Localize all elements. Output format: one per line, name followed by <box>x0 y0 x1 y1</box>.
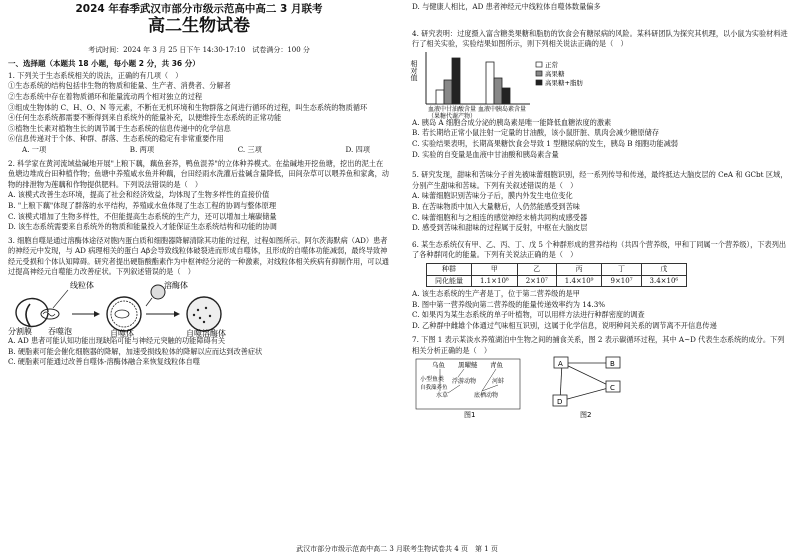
q5-stem: 5. 研究发现，甜味和苦味分子首先被味蕾细胞识别，经一系列传导和传递，最终抵达大脑皮层的 CeA 和 GCbt 区域，分别产生甜味和苦味。下列有关叙述错误的是（ ） <box>412 170 788 190</box>
q6-option-a: A. 该生态系统的生产者是丁，位于第二营养级的是甲 <box>412 289 580 299</box>
q1-option-b: B. 两项 <box>129 144 155 154</box>
bar-g2-fructose <box>494 78 502 104</box>
web-node-8: 底栖动物 <box>474 391 499 399</box>
q4-x-label-2: 血液中胰岛素含量 <box>478 105 527 113</box>
q4-option-d: D. 实验的自变量是血液中甘油酸和胰岛素含量 <box>412 149 559 159</box>
q6-th-4: 丁 <box>602 263 641 275</box>
q2-stem: 2. 科学家在黄河流域盐碱地开展"上粮下藕，藕鱼套养，鸭鱼混养"的立体种养模式。在盐碱地开挖鱼塘，挖出的泥土在鱼塘边堆成台田种植作物；鱼塘中养殖咸水鱼并种藕，台田经雨水洗灌后盐碱含量降低，田间杂草可以喂养鱼和家禽，动物的排泄物为莲藕和作物提供肥料。下列说法错误的是（ ） <box>8 158 389 189</box>
q6-value-row <box>427 275 687 287</box>
q6-option-d: D. 乙种群中雌雄个体通过气味相互识别，这属于化学信息，说明种间关系的调节离不开信息传递 <box>412 320 717 330</box>
q6-table <box>426 263 687 287</box>
fig2-node-b: B <box>610 359 615 368</box>
q1-options <box>8 145 390 156</box>
label-auto: 自噬体 <box>110 329 134 339</box>
q2-option-a: A. 该模式改善生态环境，提高了社会和经济效益，均体现了生物多样性的直接价值 <box>8 190 270 200</box>
fig2-label: 图2 <box>580 410 592 419</box>
label-membrane: 分割膜 <box>8 327 32 337</box>
q6-val-2: 2×10⁷ <box>517 275 556 287</box>
q1-item-4: ④任何生态系统都需要不断得到来自系统外的能量补充，以便维持生态系统的正常功能 <box>8 113 282 123</box>
bar-g1-fructose-fat <box>452 58 460 104</box>
left-column <box>8 0 390 368</box>
q4-x-label-1b: （果糖代谢产物） <box>428 112 477 120</box>
web-node-6: 河蚌 <box>492 377 505 385</box>
q7-figures <box>412 357 788 419</box>
q4-y-label: 相对值 <box>410 59 418 81</box>
web-node-5: 浮游动物 <box>452 377 477 385</box>
q1-option-d: D. 四项 <box>345 144 370 154</box>
web-node-1: 乌鱼 <box>432 360 445 369</box>
q3-option-b: B. 硬脂素可能会催化细胞器的降解，加速受损线粒体的降解以应而达到改善症状 <box>8 346 263 356</box>
q6-option-b: B. 图中第一营养级向第二营养级的能量传递效率约为 14.3% <box>412 299 606 309</box>
page-footer: 武汉市部分市级示范高中高二 3 月联考生物试卷共 4 页 第 1 页 <box>296 545 498 553</box>
q6-val-3: 1.4×10⁹ <box>556 275 602 287</box>
q4-x-label-1: 血液中甘油酸含量 <box>428 105 477 113</box>
fig1-label: 图1 <box>464 410 476 419</box>
fig2-node-d: D <box>557 397 563 406</box>
q1-item-6: ⑥信息传递对于个体、种群、群落、生态系统的稳定有非常重要作用 <box>8 134 224 144</box>
question-6 <box>412 240 788 332</box>
q2-option-d: D. 该生态系统需要来自系统外的物质和能量投入才能保证生态系统结构和功能的协调 <box>8 222 277 232</box>
web-node-2: 黑曜鲢 <box>458 360 478 369</box>
autophagy-diagram <box>8 278 268 339</box>
lysosome-shape <box>151 285 165 299</box>
autophagosome-shape <box>107 297 141 331</box>
q5-option-a: A. 味蕾细胞识别苦味分子后，膜内外发生电位变化 <box>412 191 573 201</box>
q6-stem: 6. 某生态系统仅有甲、乙、丙、丁、戊 5 个种群形成的营养结构（共四个营养级，甲和丁同属一个营养级），下表列出了各种群同化的能量。下列有关说法正确的是（ ） <box>412 239 787 260</box>
q5-option-c: C. 味蕾细胞和与之相连的感觉神经末梢共同构成感受器 <box>412 212 588 222</box>
question-2 <box>8 159 390 233</box>
q6-th-0: 种群 <box>427 263 472 275</box>
fig2-node-a: A <box>558 359 563 368</box>
bar-g2-normal <box>486 62 494 104</box>
q1-option-a: A. 一项 <box>22 144 47 154</box>
question-4 <box>412 29 788 161</box>
fig2-node-c: C <box>610 383 615 392</box>
legend-fructose-fat: 高果糖+脂肪 <box>545 78 583 87</box>
q5-option-b: B. 在苦味物质中加入大量糖后，人仍然能感受到苦味 <box>412 201 580 211</box>
web-node-3: 青鱼 <box>490 360 503 369</box>
q6-th-5: 戊 <box>641 263 687 275</box>
page-title: 高二生物试卷 <box>148 15 250 36</box>
q7-diagrams <box>412 357 712 419</box>
bar-g2-fructose-fat <box>502 88 510 104</box>
q3-option-c: C. 硬脂素可能通过改善自噬体-溶酶体融合来恢复线粒体自噬 <box>8 357 200 367</box>
question-3 <box>8 236 390 368</box>
web-node-7: 水草 <box>436 391 449 399</box>
bar-g1-fructose <box>444 80 452 104</box>
q4-chart <box>412 50 788 118</box>
q1-item-3: ③组成生物体的 C、H、O、N 等元素，不断在无机环境和生物群落之间进行循环的过程，叫生态系统的物质循环 <box>8 102 368 112</box>
q4-stem: 4. 研究表明：过度摄入富含糖类果糖和脂肪的饮食会有糖尿病的风险。某科研团队为探究其机理，以小鼠为实验材料进行了相关实验，实验结果如图所示，则下列相关说法正确的是（ ） <box>412 28 788 49</box>
autolysosome-shape <box>187 297 221 331</box>
q4-option-c: C. 实验结果表明，长期高果糖饮食会导致 1 型糖尿病的发生，胰岛 B 细胞功能减弱 <box>412 138 678 148</box>
q1-item-2: ②生态系统中存在着物质循环和能量流动两个相对独立的过程 <box>8 91 203 101</box>
q7-stem: 7. 下图 1 表示某淡水养殖湖泊中生物之间的捕食关系，图 2 表示碳循环过程，其中 A~D 代表生态系统的成分。下列相关分析正确的是（ ） <box>412 335 785 356</box>
q2-option-c: C. 该模式增加了生物多样性，不但能提高生态系统的生产力，还可以增加土壤碳储量 <box>8 211 277 221</box>
bar-g1-normal <box>436 90 444 104</box>
q6-option-c: C. 如果丙为某生态系统的单子叶植物，可以用样方法进行种群密度的调查 <box>412 310 645 320</box>
q6-th-3: 丙 <box>556 263 602 275</box>
q6-row-label: 同化能量 <box>427 275 472 287</box>
label-mito: 线粒体 <box>70 281 94 291</box>
web-node-4: 小型鱼类 <box>420 375 445 383</box>
q6-header-row <box>427 263 687 275</box>
q3-option-d: D. 与健康人相比，AD 患者神经元中线粒体自噬体数量偏多 <box>412 2 601 11</box>
exam-title: 2024 年春季武汉市部分市级示范高中高二 3 月联考 <box>75 3 323 15</box>
q2-option-b: B. "上粮下藕"体现了群落的水平结构，养殖咸水鱼体现了生态工程的协调与整体原理 <box>8 200 277 210</box>
phagophore-shape <box>16 299 48 327</box>
question-1 <box>8 71 390 156</box>
web-node-9: 自我藻养鱼 <box>420 384 448 391</box>
autophagy-figure <box>8 278 390 339</box>
q4-bar-chart <box>412 50 662 118</box>
q3-stem: 3. 细胞自噬是通过溶酶体途径对胞内蛋白质和细胞器降解清除其功能的过程，过程如图所示。阿尔茨海默病（AD）患者的神经元中发现，与 AD 病理相关的蛋白 Aβ会导致线粒体破裂进而形成自噬体，且形成的自噬体功能减弱，最终导致神经元受损和个体认知障碍。研究者提出硬脂酸酯素作为中枢神经分泌的一种激素，对线粒体相关疾病有抑制作用，可以通过提高神经元自噬能力改善症状。下列叙述错误的是（ ） <box>8 235 389 277</box>
q1-option-c: C. 三项 <box>237 144 262 154</box>
q4-option-a: A. 胰岛 A 细胞合成分泌的胰岛素是唯一能降低血糖浓度的激素 <box>412 117 612 127</box>
right-column <box>412 0 788 419</box>
label-preauto: 吞噬泡 <box>48 327 72 337</box>
q1-item-5: ⑤植物生长素对植物生长的调节属于生态系统的信息传递中的化学信息 <box>8 123 231 133</box>
q6-val-5: 3.4×10⁶ <box>641 275 687 287</box>
membrane-shape <box>26 304 30 326</box>
q5-option-d: D. 感受到苦味和甜味的过程属于反射，中枢在大脑皮层 <box>412 223 588 233</box>
label-lyso: 溶酶体 <box>164 281 188 291</box>
question-5 <box>412 170 788 234</box>
question-7 <box>412 335 788 418</box>
q6-val-1: 1.1×10⁸ <box>472 275 518 287</box>
label-autolyso: 自噬溶酶体 <box>186 329 226 339</box>
q6-val-4: 9×10⁷ <box>602 275 641 287</box>
q6-th-1: 甲 <box>472 263 518 275</box>
q4-option-b: B. 若长期给正常小鼠注射一定量的甘油酸，该小鼠肝脏、肌肉会减少糖原储存 <box>412 128 660 138</box>
q1-item-1: ①生态系统的结构包括非生物的物质和能量、生产者、消费者、分解者 <box>8 81 231 91</box>
legend-normal: 正常 <box>545 60 558 69</box>
q3-option-a: A. AD 患者可能认知功能出现缺陷可能与神经元突触的功能障碍有关 <box>8 336 226 346</box>
legend-fructose: 高果糖 <box>545 69 565 78</box>
mito-shape <box>41 309 59 319</box>
section-heading: 一、选择题（本题共 18 小题，每小题 2 分，共 36 分） <box>8 59 200 69</box>
q1-stem: 1. 下列关于生态系统相关的说法，正确的有几项（ ） <box>8 70 183 80</box>
exam-info: 考试时间：2024 年 3 月 25 日下午 14:30-17:10 试卷满分：100 分 <box>88 45 310 54</box>
q6-th-2: 乙 <box>517 263 556 275</box>
